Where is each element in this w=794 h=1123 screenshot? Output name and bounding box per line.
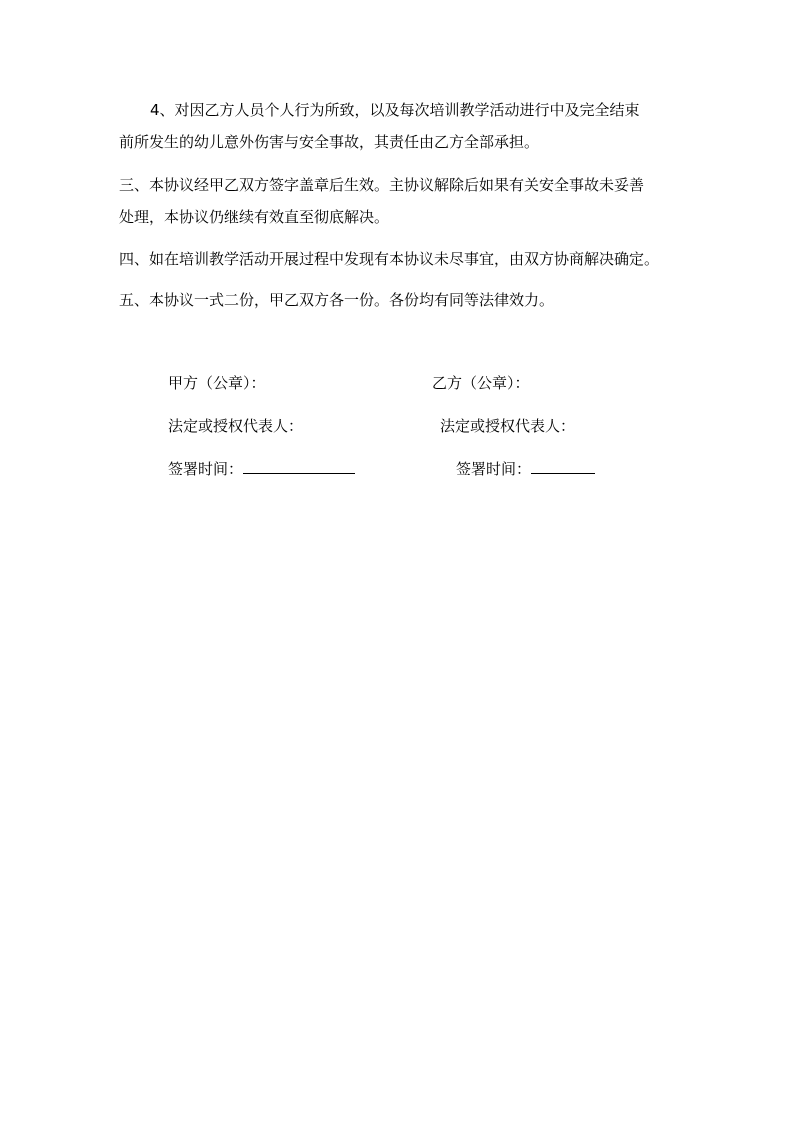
party-a-representative-label: 法定或授权代表人： — [168, 417, 304, 435]
party-b-seal-label: 乙方（公章）： — [432, 374, 530, 392]
clause-4-main-line-1: 四、如在培训教学活动开展过程中发现有本协议未尽事宜，由双方协商解决确定。 — [119, 250, 660, 268]
clause-5-line-1: 五、本协议一式二份，甲乙双方各一份。各份均有同等法律效力。 — [119, 291, 555, 309]
clause-4-line-1: 4、对因乙方人员个人行为所致，以及每次培训教学活动进行中及完全结束 — [150, 101, 640, 119]
party-b-date-row — [456, 458, 595, 479]
party-b-representative-label: 法定或授权代表人： — [440, 417, 576, 435]
clause-3-line-2: 处理，本协议仍继续有效直至彻底解决。 — [119, 208, 390, 226]
clause-4-line-2: 前所发生的幼儿意外伤害与安全事故，其责任由乙方全部承担。 — [119, 133, 540, 151]
party-a-seal-label: 甲方（公章）： — [168, 374, 266, 392]
party-a-date-label: 签署时间： — [168, 460, 244, 478]
party-a-date-row — [168, 458, 355, 479]
clause-3-line-1: 三、本协议经甲乙双方签字盖章后生效。主协议解除后如果有关安全事故未妥善 — [119, 176, 645, 194]
party-b-date-label: 签署时间： — [456, 460, 532, 478]
party-a-date-blank — [243, 458, 355, 474]
party-b-date-blank — [531, 458, 595, 474]
